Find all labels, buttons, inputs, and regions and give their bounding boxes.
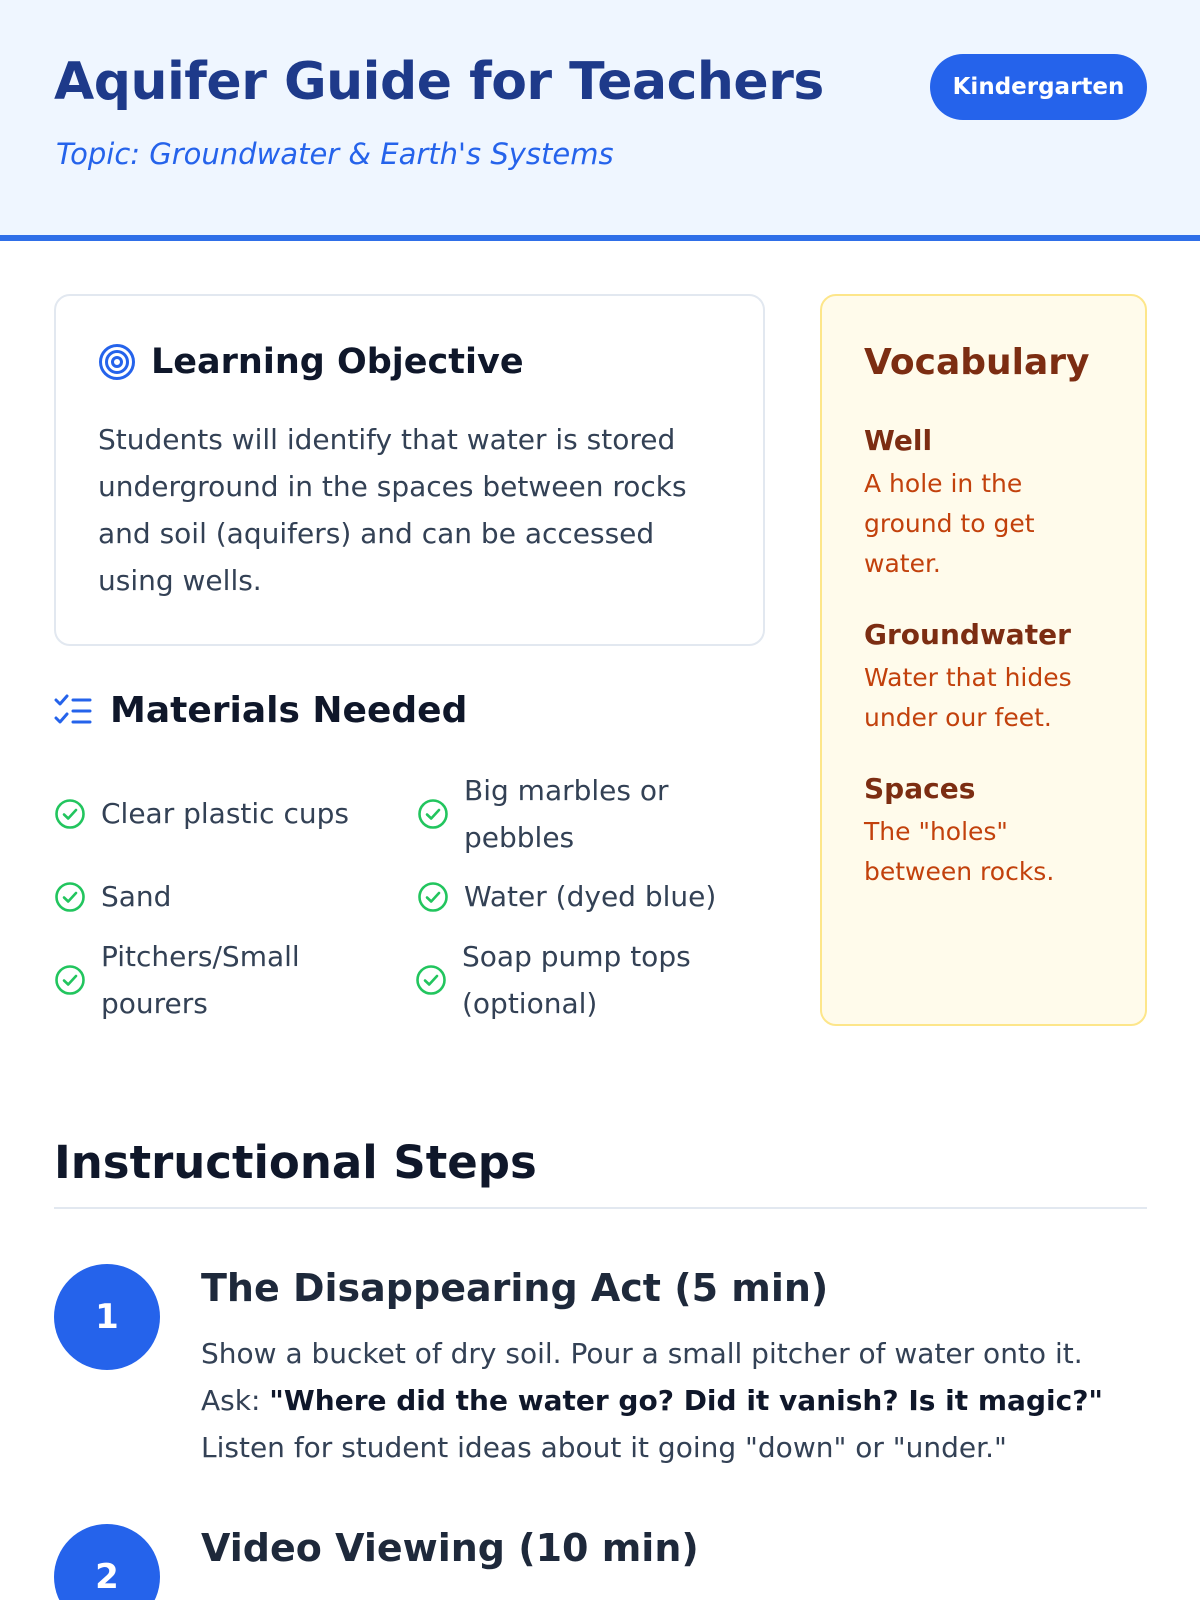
vocab-definition: A hole in the ground to get water. <box>864 469 1035 578</box>
check-circle-icon <box>54 964 86 996</box>
vocab-definition: The "holes" between rocks. <box>864 817 1055 886</box>
page-header <box>0 0 1200 241</box>
step-number-badge: 1 <box>54 1264 160 1370</box>
learning-objective-text: Students will identify that water is stored underground in the spaces between rocks and soil (aquifers) and can be accessed using wells. <box>98 423 687 597</box>
section-divider <box>54 1207 1147 1209</box>
material-item <box>417 767 677 861</box>
checklist-icon <box>54 694 92 728</box>
material-label: Clear plastic cups <box>101 797 349 830</box>
step-title: The Disappearing Act (5 min) <box>201 1266 829 1310</box>
grade-badge: Kindergarten <box>930 54 1147 120</box>
materials-header <box>54 690 467 731</box>
vocabulary-card <box>820 294 1147 1026</box>
learning-objective-header <box>98 342 524 382</box>
learning-objective-heading: Learning Objective <box>151 342 524 382</box>
vocab-term: Groundwater <box>864 618 1071 651</box>
vocabulary-heading: Vocabulary <box>864 342 1090 383</box>
step-description-text: Show a bucket of dry soil. Pour a small pitcher of water onto it. Ask: <box>201 1337 1083 1417</box>
check-circle-icon <box>54 881 86 913</box>
check-circle-icon <box>417 798 449 830</box>
check-circle-icon <box>54 798 86 830</box>
target-icon <box>98 343 136 381</box>
material-item <box>54 933 354 1027</box>
instructional-steps-heading: Instructional Steps <box>54 1136 537 1189</box>
materials-heading: Materials Needed <box>110 690 468 731</box>
page-title: Aquifer Guide for Teachers <box>54 52 824 112</box>
step-description-question: "Where did the water go? Did it vanish? Is it magic?" <box>269 1384 1104 1417</box>
step-description-text: Listen for student ideas about it going "down" or "under." <box>201 1431 1007 1464</box>
material-item <box>415 933 715 1027</box>
material-label: Water (dyed blue) <box>464 880 717 913</box>
vocab-term: Well <box>864 424 933 457</box>
step-description <box>201 1330 1131 1471</box>
check-circle-icon <box>415 964 447 996</box>
vocab-definition: Water that hides under our feet. <box>864 663 1072 732</box>
material-label: Pitchers/Small pourers <box>101 940 300 1020</box>
material-item <box>417 873 747 920</box>
step-title: Video Viewing (10 min) <box>201 1526 699 1570</box>
vocab-term: Spaces <box>864 772 976 805</box>
check-circle-icon <box>417 881 449 913</box>
material-item <box>54 790 384 837</box>
material-label: Sand <box>101 880 172 913</box>
material-label: Soap pump tops (optional) <box>462 940 691 1020</box>
material-item <box>54 873 384 920</box>
page-subtitle: Topic: Groundwater & Earth's Systems <box>56 137 614 171</box>
material-label: Big marbles or pebbles <box>464 774 669 854</box>
learning-objective-card <box>54 294 765 646</box>
step-number-badge: 2 <box>54 1524 160 1600</box>
